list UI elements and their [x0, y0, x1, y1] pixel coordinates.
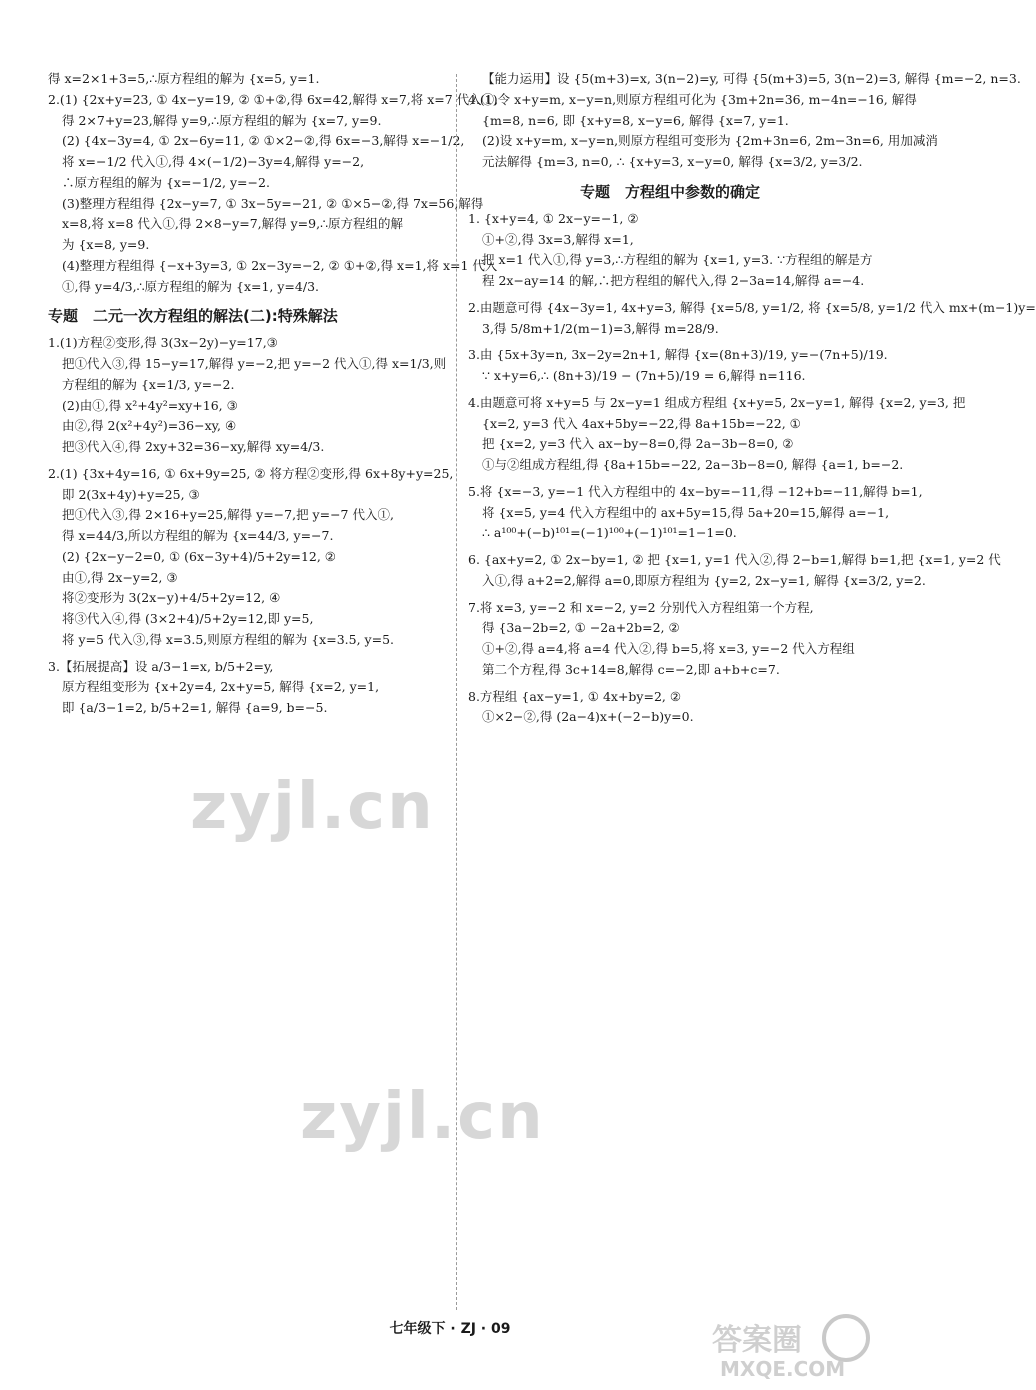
text-line: ①×2−②,得 (2a−4)x+(−2−b)y=0. — [482, 709, 694, 725]
text-line: 得 2×7+y=23,解得 y=9,∴原方程组的解为 {x=7, y=9. — [62, 112, 382, 128]
text-line: ∴ a¹⁰⁰+(−b)¹⁰¹=(−1)¹⁰⁰+(−1)¹⁰¹=1−1=0. — [482, 525, 737, 541]
text-line: 第二个方程,得 3c+14=8,解得 c=−2,即 a+b+c=7. — [482, 661, 780, 677]
text-line: 即 {a/3−1=2, b/5+2=1, 解得 {a=9, b=−5. — [62, 700, 328, 715]
text-line: 6. {ax+y=2, ① 2x−by=1, ② 把 {x=1, y=1 代入②,得 2−b=1,解得 b=1,把 {x=1, y=2 代 — [468, 552, 1001, 567]
text-line: (3)整理方程组得 {2x−y=7, ① 3x−5y=−21, ② ①×5−②,得 7x=56,解得 — [62, 195, 484, 211]
text-line: 5.将 {x=−3, y=−1 代入方程组中的 4x−by=−11,得 −12+b=−11,解得 b=1, — [468, 483, 923, 499]
text-line: 入①,得 a+2=2,解得 a=0,即原方程组为 {y=2, 2x−y=1, 解得 {x=3/2, y=2. — [482, 572, 926, 588]
text-line: (2)由①,得 x²+4y²=xy+16, ③ — [62, 397, 238, 413]
text-line: 由②,得 2(x²+4y²)=36−xy, ④ — [62, 418, 237, 434]
text-line: 得 x=44/3,所以方程组的解为 {x=44/3, y=−7. — [62, 528, 334, 543]
text-line: 将②变形为 3(2x−y)+4/5+2y=12, ④ — [62, 590, 281, 606]
text-line: ∴原方程组的解为 {x=−1/2, y=−2. — [62, 174, 270, 190]
text-line: 把①代入③,得 2×16+y=25,解得 y=−7,把 y=−7 代入①, — [62, 507, 394, 523]
text-line: 由①,得 2x−y=2, ③ — [62, 569, 178, 585]
text-line: ①+②,得 3x=3,解得 x=1, — [482, 231, 634, 247]
text-line: (2)设 x+y=m, x−y=n,则原方程组可变形为 {2m+3n=6, 2m−3n=6, 用加减消 — [482, 133, 938, 149]
text-line: 把①代入③,得 15−y=17,解得 y=−2,把 y=−2 代入①,得 x=1/3,则 — [62, 356, 447, 371]
site-logo — [706, 1310, 876, 1382]
text-line: 3.【拓展提高】设 a/3−1=x, b/5+2=y, — [48, 658, 274, 674]
text-line: 1. {x+y=4, ① 2x−y=−1, ② — [468, 210, 639, 226]
text-line: 8.方程组 {ax−y=1, ① 4x+by=2, ② — [468, 688, 682, 704]
text-line: 元法解得 {m=3, n=0, ∴ {x+y=3, x−y=0, 解得 {x=3/2, y=3/2. — [482, 154, 863, 169]
text-line: 原方程组变形为 {x+2y=4, 2x+y=5, 解得 {x=2, y=1, — [62, 679, 380, 695]
text-line: 2.由题意可得 {4x−3y=1, 4x+y=3, 解得 {x=5/8, y=1/2, 将 {x=5/8, y=1/2 代入 mx+(m−1)y= — [468, 299, 1036, 315]
logo-text: 答案圈 — [712, 1323, 802, 1358]
text-line: ∵ x+y=6,∴ (8n+3)/19 − (7n+5)/19 = 6,解得 n=116. — [482, 368, 806, 383]
watermark: zyjl.cn — [300, 1080, 545, 1154]
text-line: 把 {x=2, y=3 代入 ax−by−8=0,得 2a−3b−8=0, ② — [482, 436, 794, 452]
text-line: 将 {x=5, y=4 代入方程组中的 ax+5y=15,得 5a+20=15,解得 a=−1, — [482, 504, 890, 520]
text-line: ①与②组成方程组,得 {8a+15b=−22, 2a−3b−8=0, 解得 {a=1, b=−2. — [482, 457, 904, 472]
column-divider — [456, 74, 457, 1310]
text-line: (2) {2x−y−2=0, ① (6x−3y+4)/5+2y=12, ② — [62, 548, 337, 564]
text-line: ①,得 y=4/3,∴原方程组的解为 {x=1, y=4/3. — [62, 278, 320, 294]
logo-graphic — [706, 1310, 876, 1382]
logo-subtext: MXQE.COM — [720, 1357, 846, 1381]
text-line: (2) {4x−3y=4, ① 2x−6y=11, ② ①×2−②,得 6x=−3,解得 x=−1/2, — [62, 133, 465, 149]
text-line: 得 {3a−2b=2, ① −2a+2b=2, ② — [482, 620, 680, 636]
text-line: 将③代入④,得 (3×2+4)/5+2y=12,即 y=5, — [62, 611, 314, 626]
section-title: 专题 二元一次方程组的解法(二):特殊解法 — [48, 307, 338, 326]
text-line: 即 2(3x+4y)+y=25, ③ — [62, 486, 200, 502]
text-line: ①+②,得 a=4,将 a=4 代入②,得 b=5,将 x=3, y=−2 代入方程组 — [482, 641, 855, 656]
text-line: 把 x=1 代入①,得 y=3,∴方程组的解为 {x=1, y=3. ∵方程组的解是方 — [482, 252, 873, 268]
page-footer: 七年级下 · ZJ · 09 — [389, 1321, 511, 1337]
text-line: 4.由题意可将 x+y=5 与 2x−y=1 组成方程组 {x+y=5, 2x−y=1, 解得 {x=2, y=3, 把 — [468, 394, 966, 410]
text-line: 3,得 5/8m+1/2(m−1)=3,解得 m=28/9. — [482, 320, 719, 336]
text-line: 得 x=2×1+3=5,∴原方程组的解为 {x=5, y=1. — [48, 71, 320, 86]
left-column — [48, 70, 499, 720]
text-line: 7.将 x=3, y=−2 和 x=−2, y=2 分别代入方程组第一个方程, — [468, 599, 814, 615]
right-column — [468, 70, 1036, 729]
text-line: 程 2x−ay=14 的解,∴把方程组的解代入,得 2−3a=14,解得 a=−4. — [482, 273, 865, 288]
text-line: 把③代入④,得 2xy+32=36−xy,解得 xy=4/3. — [62, 439, 325, 454]
text-line: 将 y=5 代入③,得 x=3.5,则原方程组的解为 {x=3.5, y=5. — [62, 631, 394, 647]
text-line: 3.由 {5x+3y=n, 3x−2y=2n+1, 解得 {x=(8n+3)/19, y=−(7n+5)/19. — [468, 347, 888, 363]
text-line: x=8,将 x=8 代入①,得 2×8−y=7,解得 y=9,∴原方程组的解 — [62, 216, 404, 232]
text-line: 【能力运用】设 {5(m+3)=x, 3(n−2)=y, 可得 {5(m+3)=5, 3(n−2)=3, 解得 {m=−2, n=3. — [482, 71, 1021, 86]
text-line: 方程组的解为 {x=1/3, y=−2. — [62, 376, 235, 392]
text-line: 2.(1) {3x+4y=16, ① 6x+9y=25, ② 将方程②变形,得 6x+8y+y=25, — [48, 465, 454, 481]
text-line: {m=8, n=6, 即 {x+y=8, x−y=6, 解得 {x=7, y=1. — [482, 112, 789, 128]
text-line: 将 x=−1/2 代入①,得 4×(−1/2)−3y=4,解得 y=−2, — [62, 154, 365, 169]
text-line: 为 {x=8, y=9. — [62, 237, 150, 252]
section-title: 专题 方程组中参数的确定 — [579, 182, 760, 201]
watermark: zyjl.cn — [190, 770, 435, 844]
text-line: 4.(1)令 x+y=m, x−y=n,则原方程组可化为 {3m+2n=36, m−4n=−16, 解得 — [468, 91, 917, 107]
text-line: 2.(1) {2x+y=23, ① 4x−y=19, ② ①+②,得 6x=42,解得 x=7,将 x=7 代入①, — [48, 91, 499, 107]
text-line: (4)整理方程组得 {−x+3y=3, ① 2x−3y=−2, ② ①+②,得 x=1,将 x=1 代入 — [62, 257, 498, 273]
text-line: 1.(1)方程②变形,得 3(3x−2y)−y=17,③ — [48, 335, 278, 351]
text-line: {x=2, y=3 代入 4ax+5by=−22,得 8a+15b=−22, ① — [482, 415, 801, 431]
